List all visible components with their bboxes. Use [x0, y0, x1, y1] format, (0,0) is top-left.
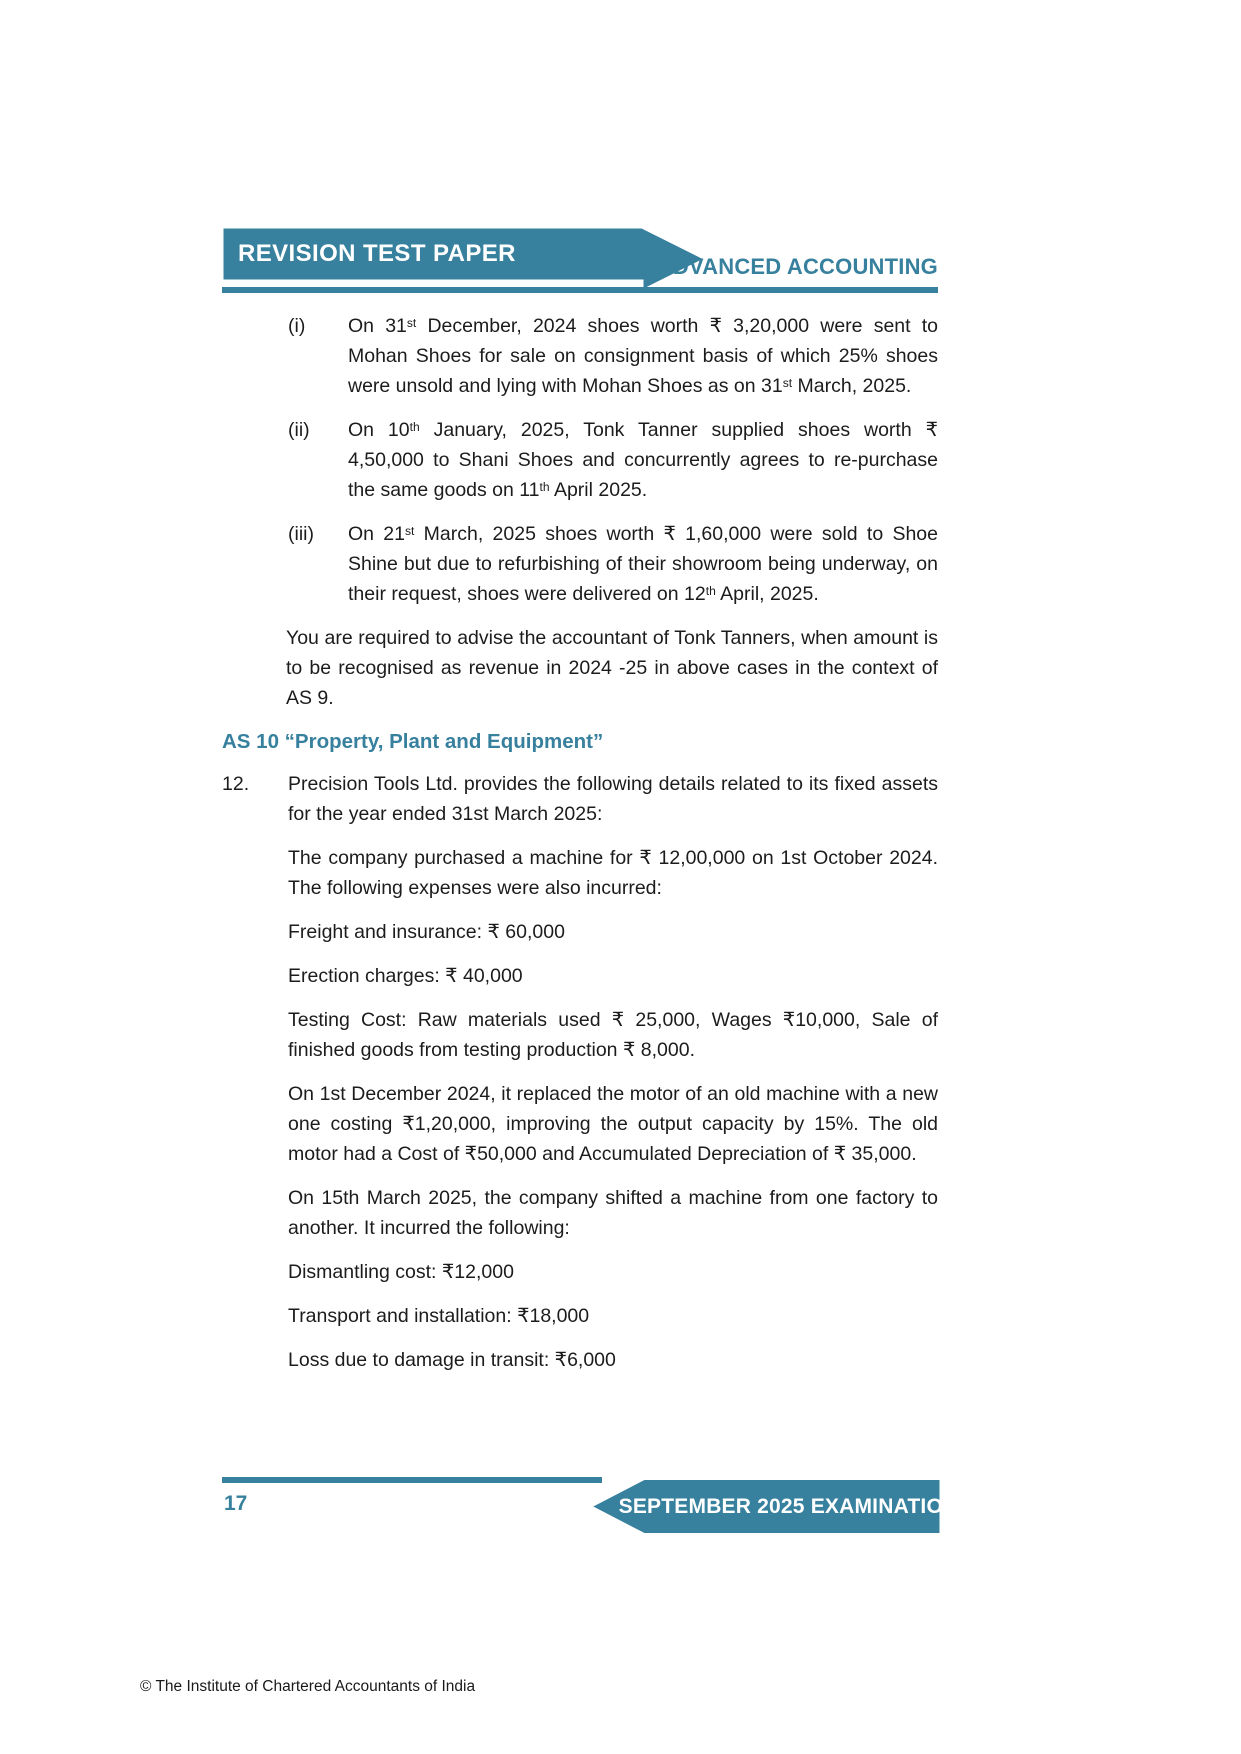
question-number: 12. [222, 773, 250, 795]
question-paragraph: On 15th March 2025, the company shifted a machine from one factory to another. It incurred the following: [288, 1187, 938, 1239]
question-intro: Precision Tools Ltd. provides the following details related to its fixed assets for the year ended 31st March 2025: [288, 773, 938, 825]
question-details [222, 843, 938, 1375]
question-paragraph: Erection charges: ₹ 40,000 [288, 965, 523, 987]
question-paragraph: Testing Cost: Raw materials used ₹ 25,000, Wages ₹10,000, Sale of finished goods from testing production ₹ 8,000. [288, 1009, 938, 1061]
list-item-marker: (ii) [288, 419, 310, 441]
as10-heading: AS 10 “Property, Plant and Equipment” [222, 730, 604, 753]
list-item-text: On 31st December, 2024 shoes worth ₹ 3,20,000 were sent to Mohan Shoes for sale on consignment basis of which 25% shoes were unsold and lying with Mohan Shoes as on 31st March, 2025. [348, 315, 938, 397]
header-rule [222, 287, 938, 293]
header-banner-title: REVISION TEST PAPER [238, 240, 516, 267]
requirement-paragraph: You are required to advise the accountant of Tonk Tanners, when amount is to be recognised as revenue in 2024 -25 in above cases in the context of AS 9. [286, 627, 938, 709]
list-item-marker: (iii) [288, 523, 314, 545]
question-12 [222, 769, 938, 829]
document-body [222, 311, 938, 1389]
list-item-i [222, 311, 938, 401]
copyright-notice: © The Institute of Chartered Accountants of India [140, 1678, 476, 1695]
list-item-iii [222, 519, 938, 609]
subject-title: ADVANCED ACCOUNTING [656, 254, 938, 279]
page-number: 17 [224, 1492, 248, 1515]
list-item-marker: (i) [288, 315, 306, 337]
examination-banner [588, 1477, 959, 1536]
question-paragraph: Loss due to damage in transit: ₹6,000 [288, 1349, 616, 1371]
footer-banner-title: SEPTEMBER 2025 EXAMINATION [618, 1494, 959, 1518]
question-paragraph: Transport and installation: ₹18,000 [288, 1305, 590, 1327]
question-paragraph: Dismantling cost: ₹12,000 [288, 1261, 514, 1283]
question-paragraph: The company purchased a machine for ₹ 12,00,000 on 1st October 2024. The following expenses were also incurred: [288, 847, 938, 899]
list-item-text: On 10th January, 2025, Tonk Tanner supplied shoes worth ₹ 4,50,000 to Shani Shoes and concurrently agrees to re-purchase the same goods on 11th April 2025. [348, 419, 939, 501]
footer-rule [222, 1477, 602, 1483]
list-item-text: On 21st March, 2025 shoes worth ₹ 1,60,000 were sold to Shoe Shine but due to refurbishing of their showroom being underway, on their request, shoes were delivered on 12th April, 2025. [348, 523, 938, 605]
list-item-ii [222, 415, 938, 505]
question-paragraph: On 1st December 2024, it replaced the motor of an old machine with a new one costing ₹1,20,000, improving the output capacity by 15%. The old motor had a Cost of ₹50,000 and Accumulated Depreciation of ₹ 35,000. [288, 1083, 938, 1165]
question-paragraph: Freight and insurance: ₹ 60,000 [288, 921, 565, 943]
